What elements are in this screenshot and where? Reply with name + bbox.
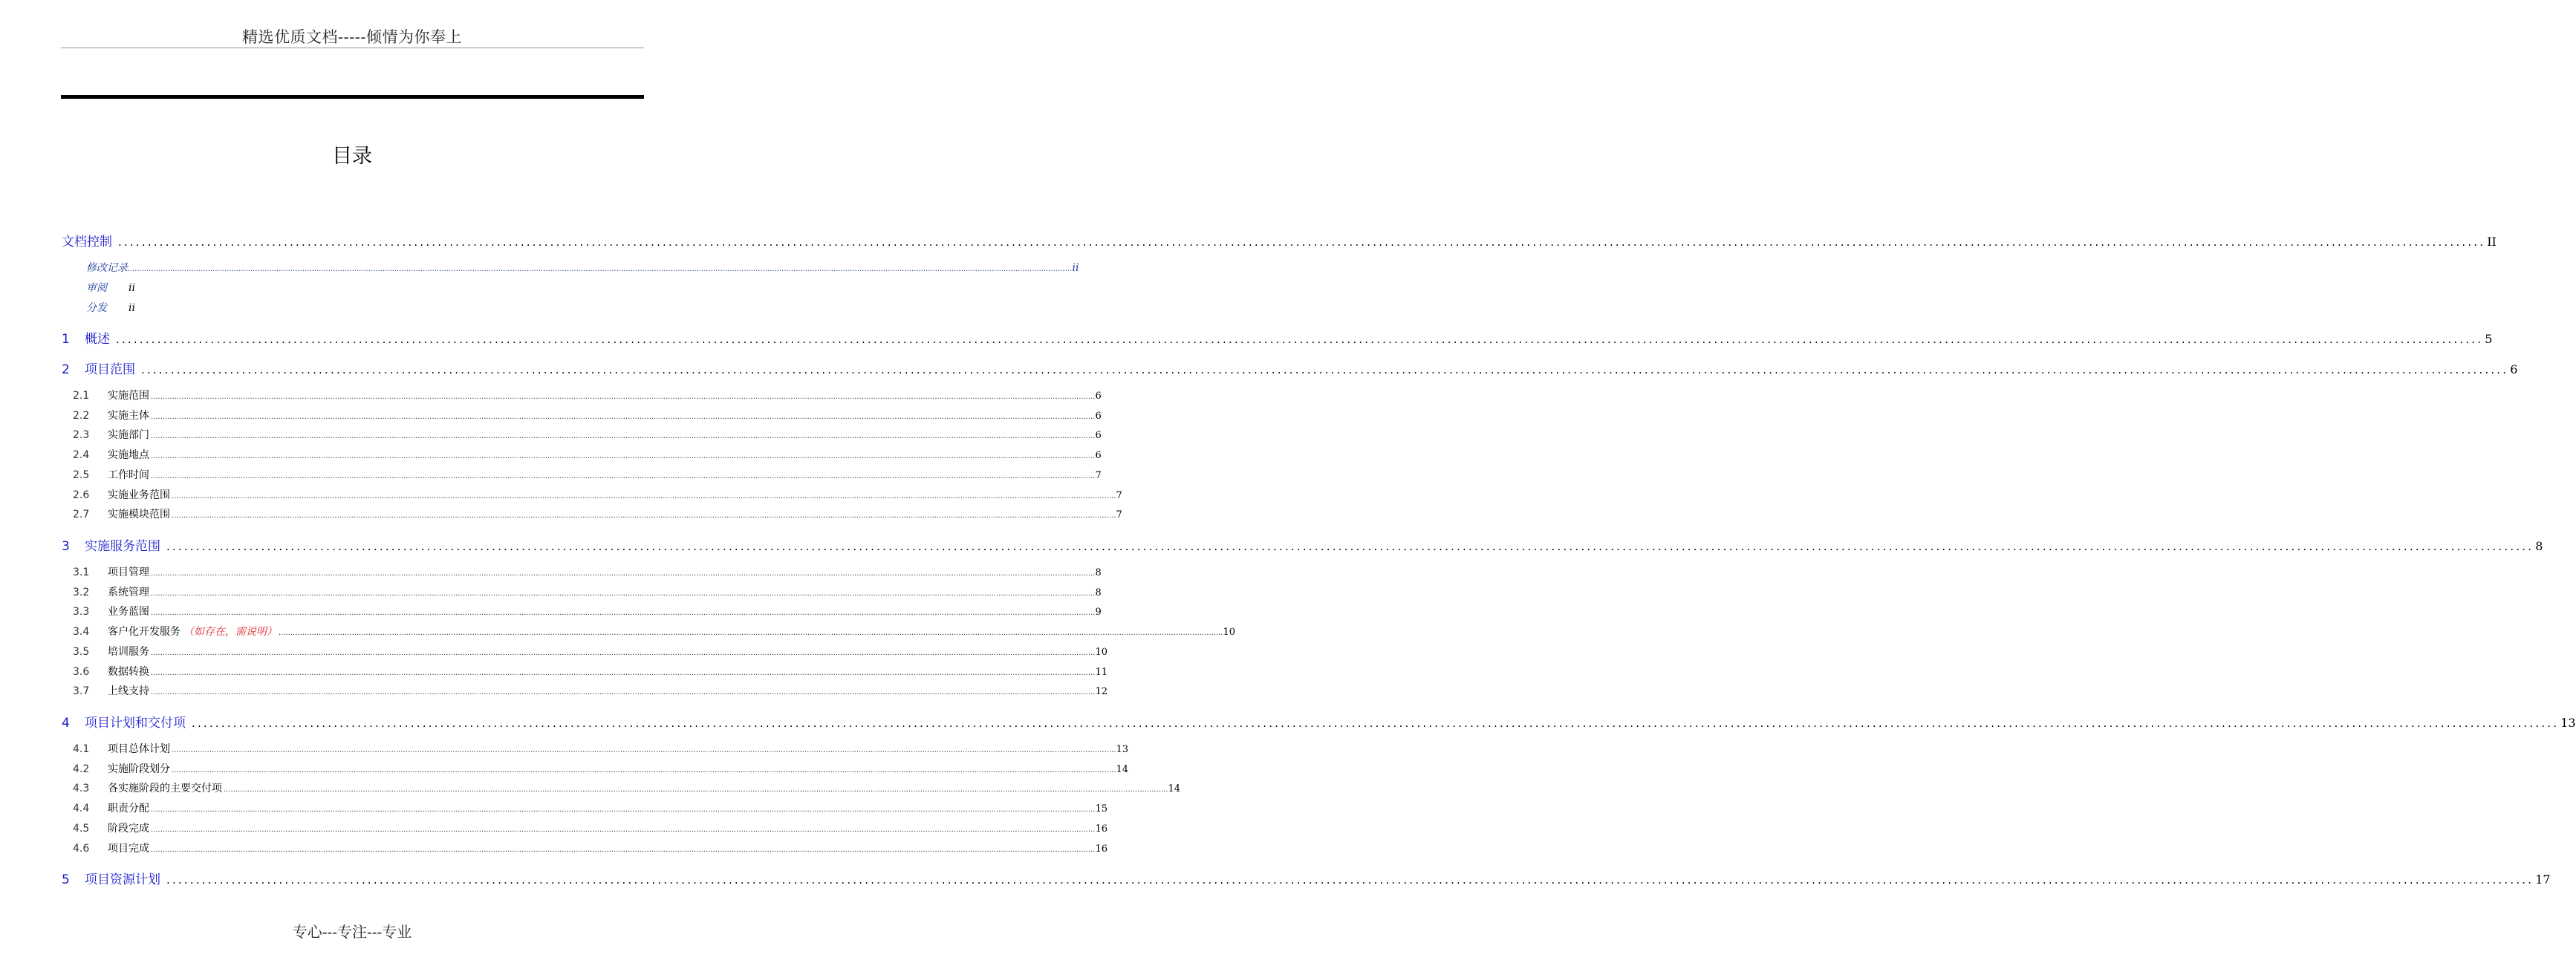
toc-entry-label: 分发 bbox=[86, 302, 107, 314]
toc-subsection-entry[interactable] bbox=[73, 800, 1108, 815]
toc-subentry[interactable] bbox=[86, 300, 135, 315]
dot-leader: ................................................................................................................................................................................................................................................................................................................................................................................................................ bbox=[151, 590, 1096, 598]
toc-subsection-entry[interactable] bbox=[73, 741, 1129, 756]
toc-entry-label: 数据转换 bbox=[108, 666, 149, 678]
toc-entry-label: 项目管理 bbox=[108, 567, 149, 578]
toc-entry-page: 9 bbox=[1095, 607, 1102, 618]
toc-entry-label: 审阅 bbox=[86, 282, 107, 294]
toc-subsection-number: 2.3 bbox=[73, 429, 90, 441]
toc-entry-label: 实施范围 bbox=[108, 390, 149, 402]
toc-section-entry[interactable] bbox=[62, 869, 2551, 887]
dot-leader: ................................................................................................................................................................................................................................................................................................................................................................................................................ bbox=[128, 265, 1073, 273]
toc-entry-page: 13 bbox=[1116, 744, 1129, 755]
toc-entry-label: 业务蓝图 bbox=[108, 606, 149, 618]
toc-entry-page: II bbox=[2487, 235, 2497, 249]
dot-leader: ................................................................................................................................................................................................................................................................................................................................................................................................................ bbox=[151, 649, 1096, 657]
toc-entry-label: 项目资源计划 bbox=[85, 872, 160, 887]
toc-entry-label: 实施地点 bbox=[108, 449, 149, 461]
footer-text: 专心---专注---专业 bbox=[292, 923, 412, 941]
dot-leader: ................................................................................................................................................................................................................................................................................................................................................................................................................ bbox=[151, 452, 1096, 460]
dot-leader: ................................................................................................................................................................................................................................................................................................................................................................................................................ bbox=[172, 766, 1116, 774]
toc-subsection-entry[interactable] bbox=[73, 761, 1129, 776]
toc-subsection-number: 3.6 bbox=[73, 666, 90, 678]
toc-subsection-entry[interactable] bbox=[73, 820, 1108, 835]
toc-entry-page: 6 bbox=[1095, 391, 1102, 402]
toc-entry-page: ii bbox=[1072, 262, 1079, 274]
toc-entry-page: 16 bbox=[1095, 823, 1108, 835]
toc-subsection-number: 3.4 bbox=[73, 626, 90, 638]
toc-entry-label: 职责分配 bbox=[108, 803, 149, 815]
toc-entry-page: 14 bbox=[1116, 764, 1129, 775]
toc-subsection-entry[interactable] bbox=[73, 506, 1122, 521]
toc-subentry[interactable] bbox=[86, 280, 135, 295]
toc-subsection-entry[interactable] bbox=[73, 487, 1122, 502]
toc-title: 目录 bbox=[332, 145, 372, 168]
toc-subsection-entry[interactable] bbox=[73, 427, 1102, 442]
toc-subsection-number: 4.4 bbox=[73, 803, 90, 815]
toc-entry-page: 8 bbox=[1095, 587, 1102, 598]
toc-subsection-number: 4.1 bbox=[73, 743, 90, 755]
toc-entry-page: 14 bbox=[1168, 783, 1181, 794]
toc-section-entry[interactable] bbox=[62, 535, 2543, 554]
toc-entry-note: （如存在，需说明） bbox=[183, 626, 277, 638]
toc-entry-page: 8 bbox=[2535, 539, 2543, 553]
toc-entry-label: 实施业务范围 bbox=[108, 489, 170, 501]
toc-entry-page: 12 bbox=[1095, 686, 1108, 697]
toc-subsection-number: 3.3 bbox=[73, 606, 90, 618]
toc-entry-page: 11 bbox=[1095, 667, 1108, 678]
toc-entry-label: 概述 bbox=[85, 332, 110, 347]
toc-entry-page: 5 bbox=[2485, 332, 2493, 346]
dot-leader: ................................................................................................................................................................................................................................................................................................................................................................................................................ bbox=[151, 413, 1096, 421]
toc-entry-page: 16 bbox=[1095, 843, 1108, 855]
toc-entry-page: 15 bbox=[1095, 803, 1108, 815]
dot-leader: ................................................................................................................................................................................................................................................................................................................................................................................................................ bbox=[151, 432, 1096, 440]
toc-entry-page: 10 bbox=[1223, 627, 1236, 638]
toc-subsection-number: 2.5 bbox=[73, 469, 90, 481]
dot-leader: ................................................................................................................................................................................................................................................................................................................................................................................................................ bbox=[151, 846, 1096, 854]
toc-subsection-entry[interactable] bbox=[73, 408, 1102, 422]
toc-subsection-number: 2.2 bbox=[73, 410, 90, 422]
toc-subsection-number: 3.2 bbox=[73, 587, 90, 598]
dot-leader: ................................................................................................................................................................................................................................................................................................................................................................................................................ bbox=[151, 806, 1096, 814]
toc-subsection-number: 4.2 bbox=[73, 763, 90, 775]
toc-entry-page: 8 bbox=[1095, 567, 1102, 578]
dot-leader: ................................................................................................................................................................................................................................................................................................................................................................................................................ bbox=[151, 570, 1096, 578]
toc-entry-page: 6 bbox=[1095, 411, 1102, 422]
toc-section-number: 5 bbox=[62, 872, 70, 887]
dot-leader: ................................................................................................................................................................................................................................................................................................................................................................................................................ bbox=[172, 512, 1116, 520]
toc-entry-label: 实施模块范围 bbox=[108, 509, 170, 520]
dot-leader: ................................................................................................................................................................................................................................................................................................................................................................................................................ bbox=[151, 826, 1096, 834]
toc-entry-page: 17 bbox=[2535, 872, 2551, 887]
toc-section-number: 2 bbox=[62, 362, 70, 377]
toc-subsection-entry[interactable] bbox=[73, 683, 1108, 698]
toc-entry-label: 项目总体计划 bbox=[108, 743, 170, 755]
toc-subsection-entry[interactable] bbox=[73, 467, 1102, 482]
toc-subsection-entry[interactable] bbox=[73, 564, 1102, 579]
toc-entry-label: 实施主体 bbox=[108, 410, 149, 422]
dot-leader: ................................................................................................................................................................................................................................................................................................................................................................................................................ bbox=[141, 363, 2509, 376]
toc-entry-page: 6 bbox=[1095, 450, 1102, 461]
toc-entry-label: 工作时间 bbox=[108, 469, 149, 481]
toc-subsection-entry[interactable] bbox=[73, 644, 1108, 659]
toc-entry-label: 项目范围 bbox=[85, 362, 135, 377]
toc-subsection-number: 2.6 bbox=[73, 489, 90, 501]
dot-leader: ................................................................................................................................................................................................................................................................................................................................................................................................................ bbox=[151, 472, 1096, 480]
toc-section-entry[interactable] bbox=[62, 359, 2518, 377]
dot-leader: ................................................................................................................................................................................................................................................................................................................................................................................................................ bbox=[151, 609, 1096, 617]
toc-subsection-number: 2.7 bbox=[73, 509, 90, 520]
toc-section-entry[interactable] bbox=[62, 712, 2576, 731]
toc-subsection-number: 3.7 bbox=[73, 685, 90, 697]
dot-leader: ................................................................................................................................................................................................................................................................................................................................................................................................................ bbox=[166, 540, 2534, 553]
toc-subsection-number: 4.6 bbox=[73, 843, 90, 855]
dot-leader: ................................................................................................................................................................................................................................................................................................................................................................................................................ bbox=[192, 717, 2560, 730]
toc-entry-page: ii bbox=[129, 282, 135, 294]
toc-subsection-entry[interactable] bbox=[73, 664, 1108, 679]
toc-subsection-entry[interactable] bbox=[73, 841, 1108, 855]
dot-leader: ................................................................................................................................................................................................................................................................................................................................................................................................................ bbox=[116, 333, 2484, 346]
toc-entry-label: 客户化开发服务 bbox=[108, 626, 180, 638]
toc-entry-label: 阶段完成 bbox=[108, 823, 149, 835]
toc-entry-label: 项目计划和交付项 bbox=[85, 716, 186, 731]
toc-entry-label: 各实施阶段的主要交付项 bbox=[108, 783, 222, 794]
toc-entry-label: 上线支持 bbox=[108, 685, 149, 697]
toc-section-number: 3 bbox=[62, 539, 70, 554]
toc-subsection-entry[interactable] bbox=[73, 447, 1102, 462]
toc-entry-page: 7 bbox=[1116, 490, 1122, 501]
toc-subsection-number: 3.5 bbox=[73, 646, 90, 658]
dot-leader: ................................................................................................................................................................................................................................................................................................................................................................................................................ bbox=[172, 746, 1116, 754]
toc-entry-page: ii bbox=[129, 302, 135, 314]
toc-entry-label: 实施服务范围 bbox=[85, 539, 160, 554]
toc-subsection-number: 4.3 bbox=[73, 783, 90, 794]
toc-entry-label: 项目完成 bbox=[108, 843, 149, 855]
toc-entry-page: 10 bbox=[1095, 647, 1108, 658]
header-text: 精选优质文档-----倾情为你奉上 bbox=[242, 28, 462, 46]
toc-entry-page: 7 bbox=[1095, 470, 1102, 481]
toc-entry-label: 修改记录 bbox=[86, 262, 128, 274]
toc-entry-page: 6 bbox=[2510, 362, 2518, 376]
toc-section-entry[interactable] bbox=[62, 328, 2493, 347]
toc-entry-label: 文档控制 bbox=[62, 235, 112, 249]
dot-leader: ................................................................................................................................................................................................................................................................................................................................................................................................................ bbox=[279, 629, 1223, 637]
dot-leader: ................................................................................................................................................................................................................................................................................................................................................................................................................ bbox=[118, 235, 2486, 249]
dot-leader: ................................................................................................................................................................................................................................................................................................................................................................................................................ bbox=[151, 669, 1096, 677]
toc-subentry[interactable] bbox=[86, 260, 1079, 275]
dot-leader: ................................................................................................................................................................................................................................................................................................................................................................................................................ bbox=[151, 688, 1096, 696]
toc-entry-page: 13 bbox=[2560, 716, 2576, 730]
toc-section-number: 4 bbox=[62, 716, 70, 731]
toc-subsection-entry[interactable] bbox=[73, 584, 1102, 599]
toc-subsection-entry[interactable] bbox=[73, 388, 1102, 402]
toc-subsection-number: 4.5 bbox=[73, 823, 90, 835]
toc-entry-label: 实施阶段划分 bbox=[108, 763, 170, 775]
toc-subsection-number: 2.4 bbox=[73, 449, 90, 461]
toc-subsection-entry[interactable] bbox=[73, 780, 1181, 795]
toc-subsection-entry[interactable] bbox=[73, 604, 1102, 619]
toc-entry-label: 培训服务 bbox=[108, 646, 149, 658]
dot-leader: ................................................................................................................................................................................................................................................................................................................................................................................................................ bbox=[151, 393, 1096, 401]
toc-entry-page: 7 bbox=[1116, 509, 1122, 520]
toc-entry-page: 6 bbox=[1095, 430, 1102, 441]
toc-entry-doc-control[interactable] bbox=[62, 231, 2497, 249]
dot-leader: ................................................................................................................................................................................................................................................................................................................................................................................................................ bbox=[166, 873, 2534, 887]
toc-subsection-number: 2.1 bbox=[73, 390, 90, 402]
dot-leader: ................................................................................................................................................................................................................................................................................................................................................................................................................ bbox=[224, 786, 1168, 794]
toc-subsection-number: 3.1 bbox=[73, 567, 90, 578]
toc-entry-label: 实施部门 bbox=[108, 429, 149, 441]
dot-leader: ................................................................................................................................................................................................................................................................................................................................................................................................................ bbox=[172, 492, 1116, 500]
toc-entry-label: 系统管理 bbox=[108, 587, 149, 598]
toc-subsection-entry[interactable] bbox=[73, 624, 1236, 639]
toc-section-number: 1 bbox=[62, 332, 70, 347]
